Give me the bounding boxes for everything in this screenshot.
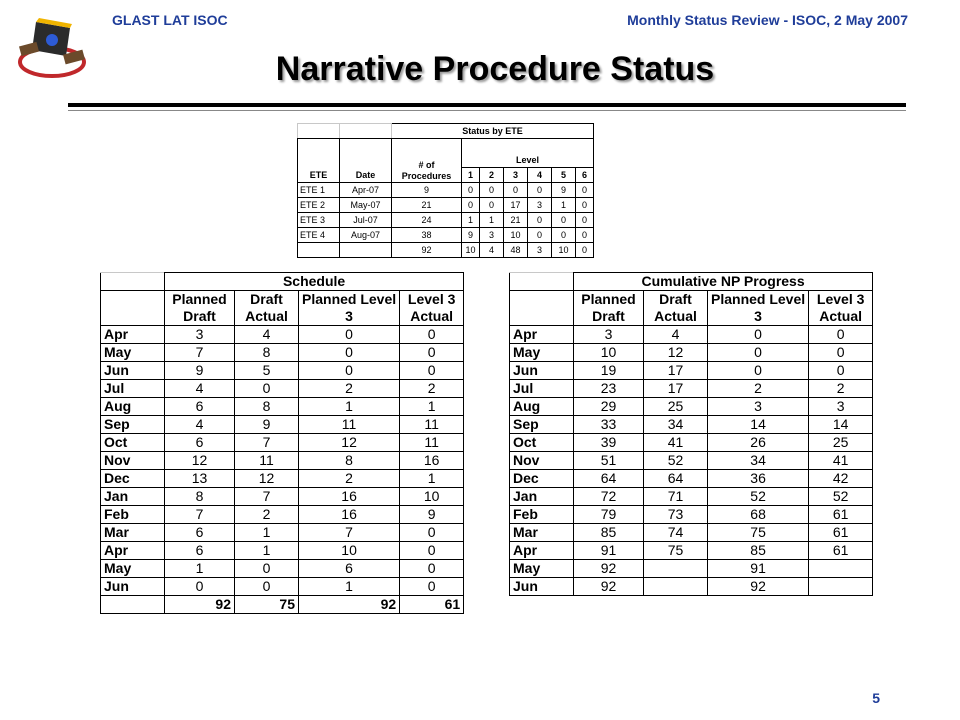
ete-date-cell: Apr-07	[340, 183, 392, 198]
month-cell: Jul	[101, 380, 165, 398]
value-cell: 8	[299, 452, 400, 470]
table-row	[101, 560, 464, 578]
value-cell: 1	[235, 524, 299, 542]
value-cell: 4	[235, 326, 299, 344]
ete-level-cell: 0	[576, 198, 594, 213]
page-number: 5	[872, 690, 880, 706]
ete-total-level-cell: 0	[576, 243, 594, 258]
blank-cell	[298, 243, 340, 258]
value-cell: 13	[165, 470, 235, 488]
value-cell: 73	[644, 506, 708, 524]
table-row	[510, 452, 873, 470]
table-row	[510, 416, 873, 434]
month-cell: Jan	[510, 488, 574, 506]
month-cell: Sep	[510, 416, 574, 434]
value-cell: 0	[400, 560, 464, 578]
table-row	[298, 213, 594, 228]
value-cell: 34	[644, 416, 708, 434]
total-cell: 75	[235, 596, 299, 614]
ete-level-cell: 0	[528, 183, 552, 198]
value-cell: 0	[400, 578, 464, 596]
ete-level-cell: 0	[576, 213, 594, 228]
value-cell: 4	[165, 416, 235, 434]
month-cell: Aug	[510, 398, 574, 416]
table-row	[510, 344, 873, 362]
value-cell: 85	[708, 542, 809, 560]
blank-cell	[340, 243, 392, 258]
value-cell: 14	[809, 416, 873, 434]
cumulative-progress-table	[509, 272, 873, 596]
value-cell: 6	[165, 398, 235, 416]
ete-total-level-cell: 48	[504, 243, 528, 258]
value-cell: 8	[235, 398, 299, 416]
month-cell: Jan	[101, 488, 165, 506]
value-cell: 61	[809, 542, 873, 560]
value-cell: 79	[574, 506, 644, 524]
table-row	[101, 362, 464, 380]
value-cell: 5	[235, 362, 299, 380]
value-cell: 8	[165, 488, 235, 506]
value-cell: 1	[400, 470, 464, 488]
table-row	[298, 228, 594, 243]
value-cell	[644, 578, 708, 596]
table-row	[510, 362, 873, 380]
value-cell: 61	[809, 524, 873, 542]
total-cell: 92	[299, 596, 400, 614]
total-cell: 92	[165, 596, 235, 614]
month-cell: Jun	[101, 578, 165, 596]
ete-level-cell: 0	[552, 213, 576, 228]
value-cell: 68	[708, 506, 809, 524]
value-cell: 0	[708, 344, 809, 362]
value-cell: 52	[708, 488, 809, 506]
ete-total-procedures-cell: 92	[392, 243, 462, 258]
level-col-header: Level	[462, 139, 594, 168]
value-cell: 12	[644, 344, 708, 362]
column-header: Level 3 Actual	[809, 291, 873, 326]
ete-procedures-cell: 38	[392, 228, 462, 243]
cumulative-caption: Cumulative NP Progress	[574, 273, 873, 291]
value-cell: 33	[574, 416, 644, 434]
ete-level-cell: 10	[504, 228, 528, 243]
table-row	[101, 344, 464, 362]
table-row	[510, 488, 873, 506]
table-row	[510, 434, 873, 452]
table-row	[510, 380, 873, 398]
column-header: Planned Level 3	[708, 291, 809, 326]
value-cell: 72	[574, 488, 644, 506]
value-cell: 0	[235, 380, 299, 398]
value-cell: 7	[299, 524, 400, 542]
value-cell: 61	[809, 506, 873, 524]
value-cell: 64	[644, 470, 708, 488]
value-cell: 3	[165, 326, 235, 344]
ete-level-cell: 9	[552, 183, 576, 198]
month-cell: Apr	[510, 542, 574, 560]
table-row	[510, 326, 873, 344]
blank-cell	[101, 596, 165, 614]
value-cell: 34	[708, 452, 809, 470]
ete-level-cell: 1	[480, 213, 504, 228]
value-cell: 2	[400, 380, 464, 398]
value-cell: 42	[809, 470, 873, 488]
value-cell: 0	[235, 578, 299, 596]
value-cell: 16	[299, 488, 400, 506]
ete-level-cell: 0	[528, 213, 552, 228]
month-cell: Dec	[101, 470, 165, 488]
value-cell: 2	[708, 380, 809, 398]
table-row	[101, 506, 464, 524]
value-cell: 25	[644, 398, 708, 416]
value-cell: 74	[644, 524, 708, 542]
month-cell: Feb	[101, 506, 165, 524]
value-cell: 0	[708, 362, 809, 380]
value-cell: 41	[809, 452, 873, 470]
month-cell: Dec	[510, 470, 574, 488]
value-cell: 25	[809, 434, 873, 452]
ete-level-cell: 1	[552, 198, 576, 213]
value-cell: 1	[299, 578, 400, 596]
ete-level-cell: 3	[480, 228, 504, 243]
level-number-header: 3	[504, 168, 528, 183]
value-cell: 23	[574, 380, 644, 398]
ete-level-cell: 21	[504, 213, 528, 228]
month-cell: Feb	[510, 506, 574, 524]
table-row	[510, 560, 873, 578]
value-cell: 92	[574, 560, 644, 578]
month-cell: Mar	[101, 524, 165, 542]
value-cell: 0	[400, 542, 464, 560]
value-cell: 0	[400, 362, 464, 380]
month-cell: Apr	[510, 326, 574, 344]
ete-col-header: ETE	[298, 139, 340, 183]
value-cell: 17	[644, 380, 708, 398]
value-cell: 16	[299, 506, 400, 524]
month-cell: Oct	[101, 434, 165, 452]
value-cell: 16	[400, 452, 464, 470]
table-row	[510, 506, 873, 524]
ete-procedures-cell: 24	[392, 213, 462, 228]
value-cell: 11	[299, 416, 400, 434]
ete-total-level-cell: 3	[528, 243, 552, 258]
header-right-text: Monthly Status Review - ISOC, 2 May 2007	[627, 12, 908, 28]
procedures-col-header: # of Procedures	[392, 139, 462, 183]
title-rule	[68, 103, 906, 107]
level-number-header: 4	[528, 168, 552, 183]
value-cell: 0	[299, 362, 400, 380]
column-header: Draft Actual	[235, 291, 299, 326]
ete-level-cell: 0	[576, 228, 594, 243]
ete-total-level-cell: 10	[552, 243, 576, 258]
value-cell: 7	[165, 344, 235, 362]
value-cell: 3	[809, 398, 873, 416]
value-cell: 10	[400, 488, 464, 506]
month-cell: Jun	[510, 362, 574, 380]
ete-level-cell: 0	[480, 198, 504, 213]
value-cell: 71	[644, 488, 708, 506]
level-number-header: 5	[552, 168, 576, 183]
value-cell: 7	[165, 506, 235, 524]
table-row	[510, 398, 873, 416]
ete-level-cell: 0	[504, 183, 528, 198]
ete-name-cell: ETE 3	[298, 213, 340, 228]
level-number-header: 2	[480, 168, 504, 183]
value-cell: 91	[574, 542, 644, 560]
month-cell: Aug	[101, 398, 165, 416]
value-cell: 2	[299, 470, 400, 488]
value-cell: 4	[165, 380, 235, 398]
value-cell: 1	[400, 398, 464, 416]
value-cell: 17	[644, 362, 708, 380]
month-cell: Nov	[101, 452, 165, 470]
status-by-ete-table	[297, 123, 594, 258]
table-row	[101, 416, 464, 434]
value-cell: 4	[644, 326, 708, 344]
ete-level-cell: 0	[462, 198, 480, 213]
value-cell: 0	[299, 326, 400, 344]
value-cell: 6	[165, 524, 235, 542]
value-cell: 0	[235, 560, 299, 578]
value-cell: 10	[574, 344, 644, 362]
totals-row	[101, 596, 464, 614]
value-cell: 7	[235, 434, 299, 452]
title-rule-thin	[68, 110, 906, 111]
value-cell: 41	[644, 434, 708, 452]
level-number-header: 6	[576, 168, 594, 183]
value-cell: 0	[708, 326, 809, 344]
column-header: Draft Actual	[644, 291, 708, 326]
table-row	[101, 452, 464, 470]
value-cell: 39	[574, 434, 644, 452]
value-cell: 91	[708, 560, 809, 578]
value-cell: 0	[400, 344, 464, 362]
value-cell: 0	[809, 344, 873, 362]
month-cell: Apr	[101, 542, 165, 560]
value-cell: 9	[400, 506, 464, 524]
table-row	[510, 542, 873, 560]
value-cell	[809, 560, 873, 578]
value-cell: 6	[165, 542, 235, 560]
value-cell: 2	[809, 380, 873, 398]
table-row	[101, 524, 464, 542]
table-row	[101, 470, 464, 488]
value-cell: 85	[574, 524, 644, 542]
page-title: Narrative Procedure Status	[275, 50, 715, 88]
value-cell: 0	[809, 326, 873, 344]
table-row	[101, 398, 464, 416]
value-cell	[809, 578, 873, 596]
header-left-text: GLAST LAT ISOC	[112, 12, 228, 28]
value-cell: 0	[809, 362, 873, 380]
ete-level-cell: 0	[576, 183, 594, 198]
value-cell: 6	[299, 560, 400, 578]
value-cell: 1	[299, 398, 400, 416]
value-cell: 19	[574, 362, 644, 380]
value-cell: 64	[574, 470, 644, 488]
table-row	[101, 434, 464, 452]
month-cell: Apr	[101, 326, 165, 344]
value-cell: 6	[165, 434, 235, 452]
value-cell: 11	[235, 452, 299, 470]
value-cell: 1	[165, 560, 235, 578]
schedule-caption: Schedule	[165, 273, 464, 291]
value-cell: 7	[235, 488, 299, 506]
month-cell: Jun	[101, 362, 165, 380]
ete-level-cell: 9	[462, 228, 480, 243]
value-cell: 0	[165, 578, 235, 596]
value-cell: 52	[644, 452, 708, 470]
month-cell: May	[101, 560, 165, 578]
value-cell: 9	[235, 416, 299, 434]
month-cell: May	[510, 560, 574, 578]
table-row	[510, 578, 873, 596]
value-cell: 0	[400, 326, 464, 344]
value-cell: 75	[708, 524, 809, 542]
ete-level-cell: 17	[504, 198, 528, 213]
value-cell: 14	[708, 416, 809, 434]
ete-procedures-cell: 21	[392, 198, 462, 213]
value-cell: 11	[400, 416, 464, 434]
value-cell: 12	[165, 452, 235, 470]
schedule-table	[100, 272, 464, 614]
ete-date-cell: Jul-07	[340, 213, 392, 228]
value-cell: 8	[235, 344, 299, 362]
value-cell: 0	[299, 344, 400, 362]
month-cell: Mar	[510, 524, 574, 542]
value-cell: 2	[235, 506, 299, 524]
ete-name-cell: ETE 4	[298, 228, 340, 243]
ete-total-level-cell: 10	[462, 243, 480, 258]
month-cell: Sep	[101, 416, 165, 434]
value-cell: 3	[708, 398, 809, 416]
value-cell: 12	[299, 434, 400, 452]
value-cell: 3	[574, 326, 644, 344]
ete-name-cell: ETE 1	[298, 183, 340, 198]
month-cell: May	[510, 344, 574, 362]
column-header: Level 3 Actual	[400, 291, 464, 326]
month-cell: Nov	[510, 452, 574, 470]
table-row	[298, 183, 594, 198]
month-cell: May	[101, 344, 165, 362]
value-cell: 51	[574, 452, 644, 470]
value-cell: 11	[400, 434, 464, 452]
value-cell: 1	[235, 542, 299, 560]
value-cell: 10	[299, 542, 400, 560]
column-header: Planned Level 3	[299, 291, 400, 326]
table-row	[101, 542, 464, 560]
ete-procedures-cell: 9	[392, 183, 462, 198]
ete-level-cell: 3	[528, 198, 552, 213]
date-col-header: Date	[340, 139, 392, 183]
table-row	[510, 470, 873, 488]
value-cell	[644, 560, 708, 578]
ete-level-cell: 0	[462, 183, 480, 198]
column-header: Planned Draft	[165, 291, 235, 326]
ete-level-cell: 1	[462, 213, 480, 228]
ete-level-cell: 0	[480, 183, 504, 198]
value-cell: 0	[400, 524, 464, 542]
value-cell: 92	[708, 578, 809, 596]
value-cell: 75	[644, 542, 708, 560]
ete-level-cell: 0	[552, 228, 576, 243]
value-cell: 9	[165, 362, 235, 380]
table-row	[101, 326, 464, 344]
table-row	[101, 380, 464, 398]
table-row	[101, 488, 464, 506]
totals-row	[298, 243, 594, 258]
value-cell: 2	[299, 380, 400, 398]
ete-total-level-cell: 4	[480, 243, 504, 258]
value-cell: 12	[235, 470, 299, 488]
ete-date-cell: May-07	[340, 198, 392, 213]
value-cell: 92	[574, 578, 644, 596]
value-cell: 36	[708, 470, 809, 488]
month-cell: Oct	[510, 434, 574, 452]
total-cell: 61	[400, 596, 464, 614]
ete-name-cell: ETE 2	[298, 198, 340, 213]
month-cell: Jul	[510, 380, 574, 398]
table-row	[101, 578, 464, 596]
value-cell: 26	[708, 434, 809, 452]
ete-level-cell: 0	[528, 228, 552, 243]
month-cell: Jun	[510, 578, 574, 596]
ete-caption: Status by ETE	[392, 124, 594, 139]
value-cell: 52	[809, 488, 873, 506]
value-cell: 29	[574, 398, 644, 416]
ete-date-cell: Aug-07	[340, 228, 392, 243]
column-header: Planned Draft	[574, 291, 644, 326]
table-row	[510, 524, 873, 542]
level-number-header: 1	[462, 168, 480, 183]
table-row	[298, 198, 594, 213]
